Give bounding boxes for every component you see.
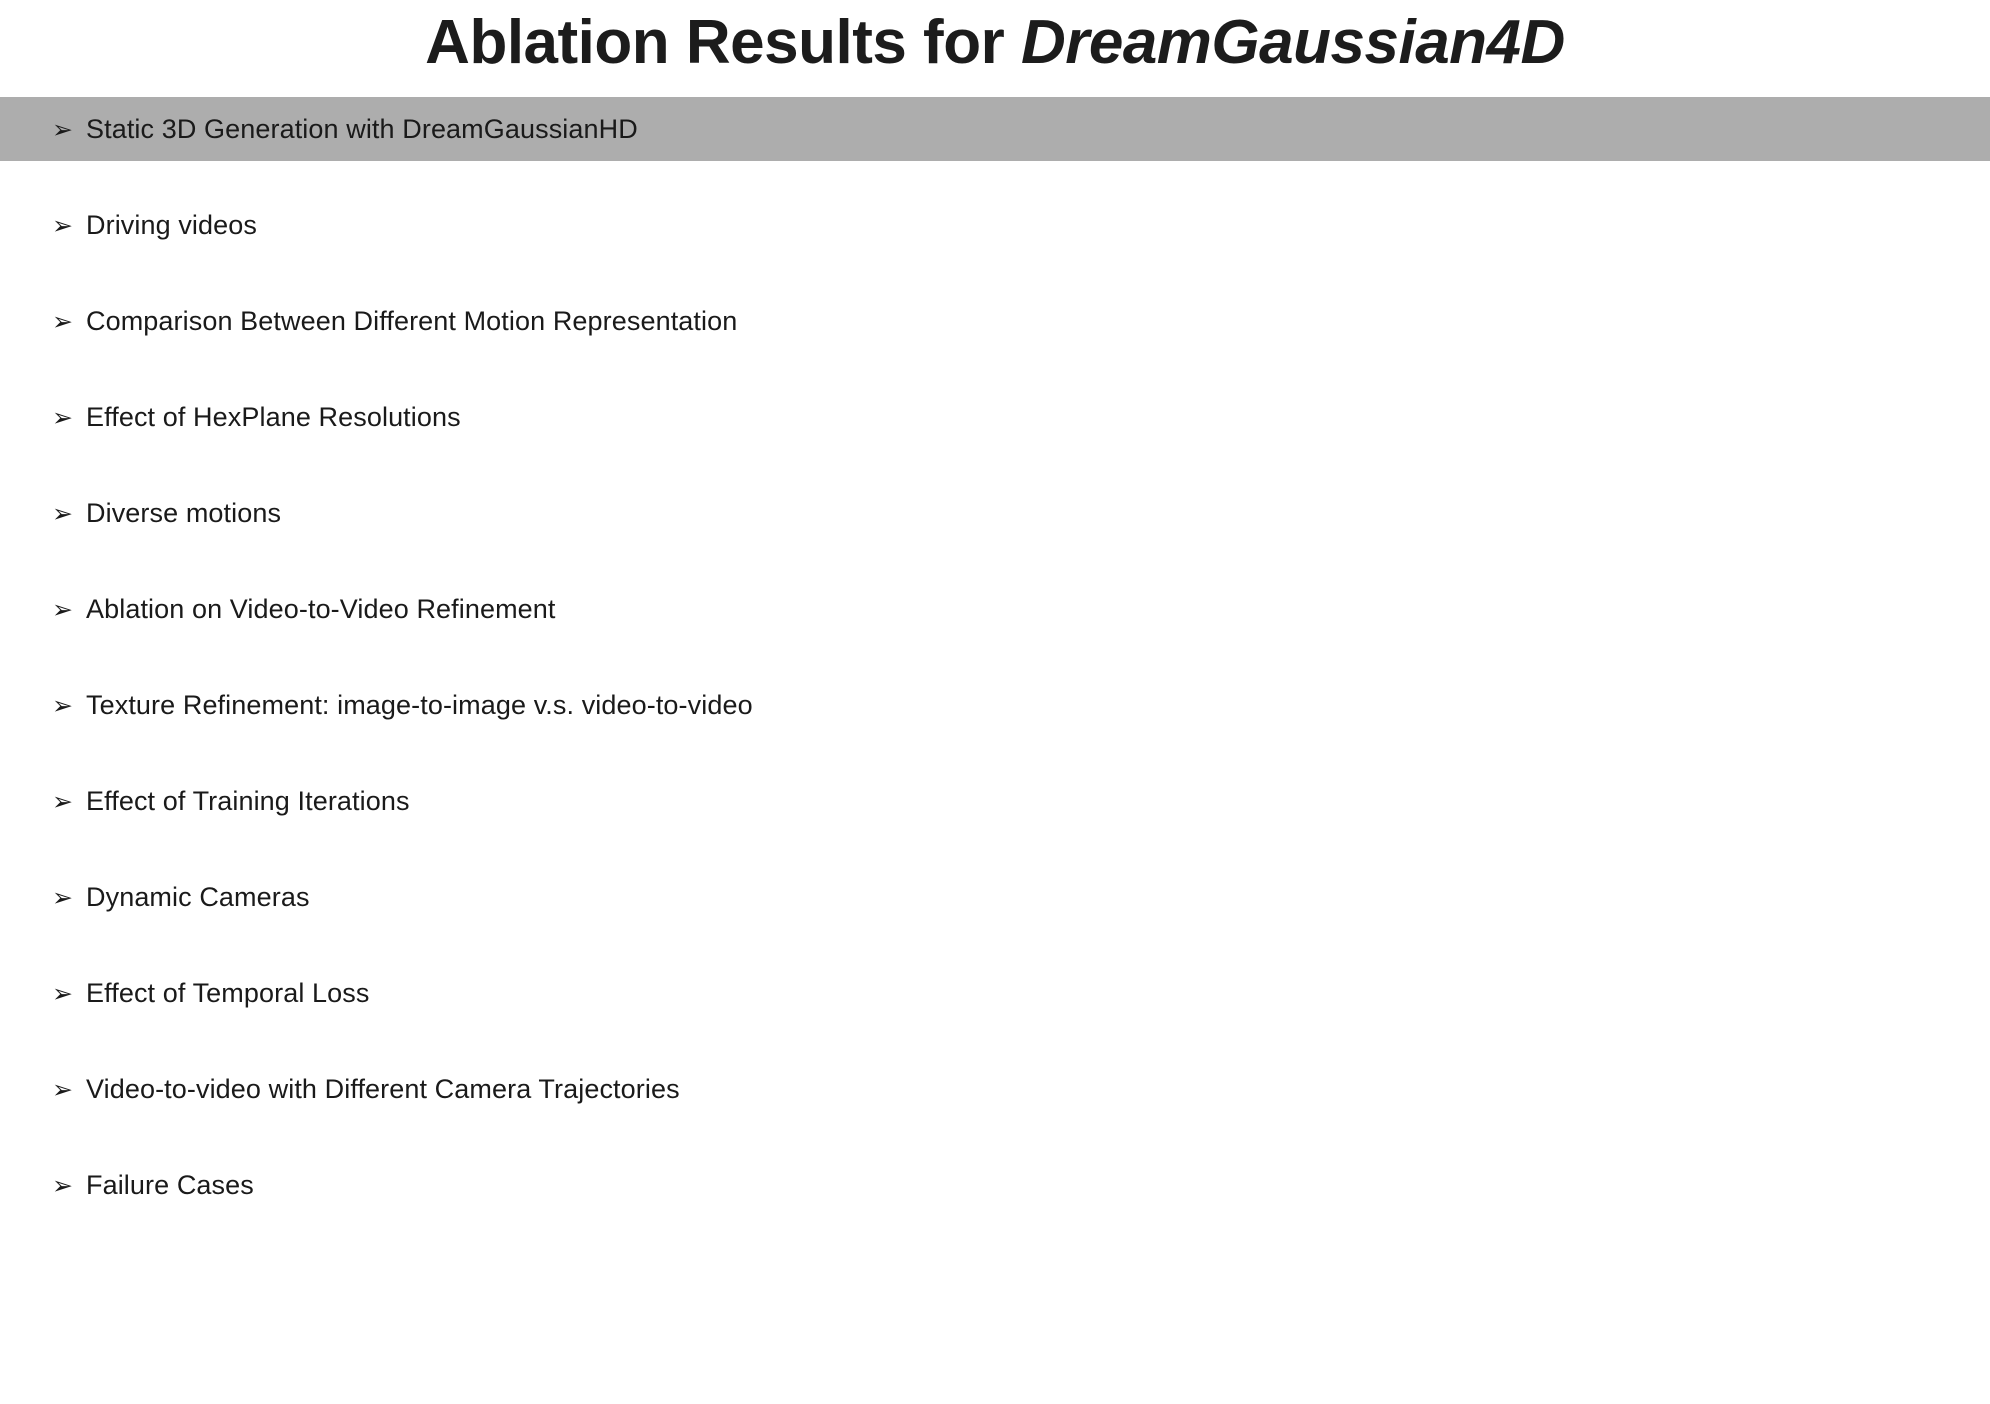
list-item[interactable] (0, 1057, 1990, 1121)
list-spacer (0, 1025, 1990, 1057)
list-item-label: Driving videos (86, 210, 257, 241)
list-item-label: Effect of HexPlane Resolutions (86, 402, 461, 433)
list-item[interactable] (0, 385, 1990, 449)
arrow-bullet-icon: ➢ (52, 212, 73, 241)
list-item-label: Texture Refinement: image-to-image v.s. video-to-video (86, 690, 753, 721)
list-item-label: Effect of Temporal Loss (86, 978, 370, 1009)
list-item[interactable] (0, 577, 1990, 641)
list-item-label: Dynamic Cameras (86, 882, 310, 913)
list-item[interactable] (0, 769, 1990, 833)
list-spacer (0, 1121, 1990, 1153)
list-item-label: Static 3D Generation with DreamGaussianHD (86, 114, 638, 145)
list-item-label: Diverse motions (86, 498, 282, 529)
list-spacer (0, 833, 1990, 865)
arrow-bullet-icon: ➢ (52, 404, 73, 433)
list-item[interactable] (0, 673, 1990, 737)
list-item-label: Failure Cases (86, 1170, 254, 1201)
arrow-bullet-icon: ➢ (52, 308, 73, 337)
list-item[interactable] (0, 289, 1990, 353)
list-spacer (0, 257, 1990, 289)
list-spacer (0, 353, 1990, 385)
arrow-bullet-icon: ➢ (52, 500, 73, 529)
list-spacer (0, 929, 1990, 961)
list-spacer (0, 449, 1990, 481)
list-item[interactable] (0, 97, 1990, 161)
arrow-bullet-icon: ➢ (52, 980, 73, 1009)
document-page (0, 10, 1990, 1404)
list-spacer (0, 737, 1990, 769)
arrow-bullet-icon: ➢ (52, 1076, 73, 1105)
list-item-label: Video-to-video with Different Camera Trajectories (86, 1074, 680, 1105)
list-item[interactable] (0, 961, 1990, 1025)
page-title-emphasis: DreamGaussian4D (1020, 8, 1565, 77)
arrow-bullet-icon: ➢ (52, 596, 73, 625)
arrow-bullet-icon: ➢ (52, 788, 73, 817)
list-spacer (0, 161, 1990, 193)
list-item-label: Effect of Training Iterations (86, 786, 410, 817)
arrow-bullet-icon: ➢ (52, 692, 73, 721)
arrow-bullet-icon: ➢ (52, 116, 73, 145)
page-title (0, 10, 1990, 75)
list-item-label: Ablation on Video-to-Video Refinement (86, 594, 556, 625)
list-item[interactable] (0, 193, 1990, 257)
page-title-prefix: Ablation Results for (425, 8, 1021, 77)
list-item[interactable] (0, 481, 1990, 545)
list-spacer (0, 545, 1990, 577)
arrow-bullet-icon: ➢ (52, 884, 73, 913)
list-item[interactable] (0, 865, 1990, 929)
table-of-contents (0, 97, 1990, 1217)
list-item-label: Comparison Between Different Motion Representation (86, 306, 738, 337)
list-spacer (0, 641, 1990, 673)
arrow-bullet-icon: ➢ (52, 1172, 73, 1201)
list-item[interactable] (0, 1153, 1990, 1217)
